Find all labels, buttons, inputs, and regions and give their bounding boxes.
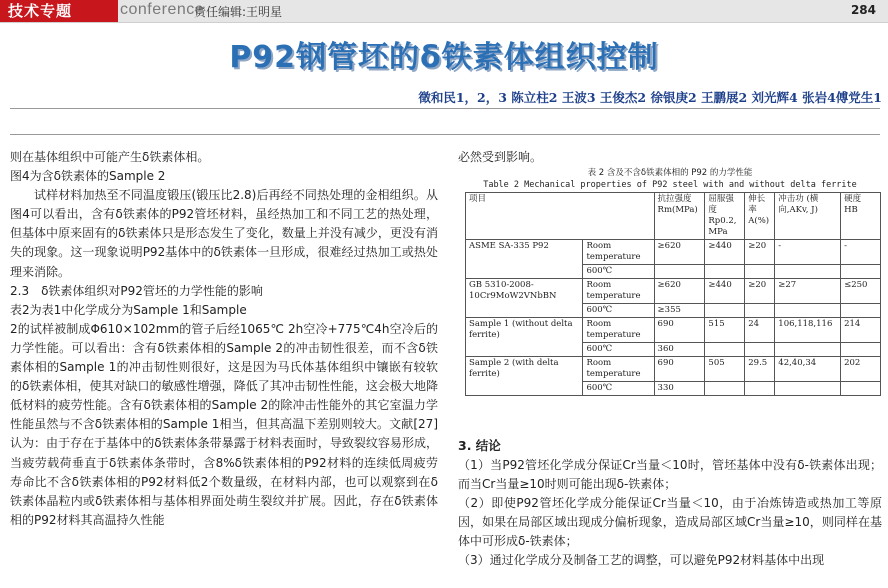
row-label: GB 5310-2008-10Cr9MoW2VNbBN [466, 279, 583, 318]
row-condition: 600℃ [583, 304, 654, 318]
cell-impact: 42,40,34 [775, 357, 841, 382]
conference-label: conference [120, 1, 205, 18]
paragraph: 则在基体组织中可能产生δ铁素体相。 [10, 150, 210, 164]
cell-yield: ≥440 [705, 279, 745, 304]
cell-hardness [841, 265, 881, 279]
table-row [466, 357, 881, 382]
cell-tensile [654, 265, 705, 279]
cell-yield [705, 304, 745, 318]
header-hardness: 硬度 HB [841, 193, 881, 240]
cell-elongation [745, 382, 775, 396]
table-row [466, 240, 881, 265]
cell-hardness: - [841, 240, 881, 265]
paragraph: 图4为含δ铁素体的Sample 2 [10, 169, 166, 184]
cell-yield: ≥440 [705, 240, 745, 265]
section-title: 3. 结论 [458, 438, 501, 453]
cell-yield: 515 [705, 318, 745, 343]
article-title: P92钢管坯的δ铁素体组织控制 [229, 40, 659, 75]
header-tensile: 抗拉强度 Rm(MPa) [654, 193, 705, 240]
page-number: 284 [850, 3, 876, 17]
paragraph: 2的试样被制成Φ610×102mm的管子后经1065℃ 2h空冷+775℃4h空冷后的力学性能。可以看出：含有δ铁素体相的Sample 2的冲击韧性很差，而不含δ铁素体相的Sample 1的冲击韧性则很好，这是因为马氏体基体组织中镶嵌有较软的δ铁素体相，使其对缺口的敏感性增强，降低了其冲击韧性性能，这会极大地降低材料的疲劳性能。含有δ铁素体相的Sample 2的除冲击性能外的其它室温力学性能虽然与不含δ铁素体相的Sample 1相当，但其高温下差别则较大。文献[27]认为：由于存在于基体中的δ铁素体条带暴露于材料表面时，导致裂纹容易形成，当疲劳载荷垂直于δ铁素体条带时，含8%δ铁素体相的P92材料的连续低周疲劳寿命比不含δ铁素体相的P92材料低2个数量级，在材料内部，也可以观察到在δ铁素体晶粒内或δ铁素体相与基体相界面处萌生裂纹并扩展。因此，存在δ铁素体相的P92材料其高温持久性能 [10, 321, 438, 527]
cell-elongation: ≥20 [745, 240, 775, 265]
cell-impact [775, 382, 841, 396]
header-yield: 屈服强度 Rp0.2, MPa [705, 193, 745, 240]
conclusion-item: （2）即使P92管坯化学成分能保证Cr当量＜10，由于冶炼铸造或热加工等原因，如果在局部区域出现成分偏析现象，造成局部区域Cr当量≥10，则同样在基体中可形成δ-铁素体； [458, 496, 882, 549]
cell-yield: 505 [705, 357, 745, 382]
cell-hardness: 214 [841, 318, 881, 343]
cell-elongation: 24 [745, 318, 775, 343]
right-column-lead [458, 148, 882, 167]
row-condition: Room temperature [583, 240, 654, 265]
cell-elongation [745, 343, 775, 357]
cell-hardness [841, 304, 881, 318]
conclusions [458, 456, 882, 571]
row-label: Sample 2 (with delta ferrite) [466, 357, 583, 396]
row-condition: Room temperature [583, 318, 654, 343]
paragraph: 试样材料加热至不同温度锻压(锻压比2.8)后再经不同热处理的金相组织。从图4可以看出，含有δ铁素体的P92管坯材料，虽经热加工和不同工艺的热处理，但基体中原来固有的δ铁素体只是形态发生了变化，数量上并没有减少，更没有消失的现象。这一现象说明P92基体中的δ铁素体一旦形成，很难经过热加工或热处理来消除。 [10, 188, 438, 279]
table-row [466, 279, 881, 304]
cell-tensile: ≥355 [654, 304, 705, 318]
table-caption-cn: 表 2 含及不含δ铁素体相的 P92 的力学性能 [587, 168, 753, 178]
cell-impact [775, 343, 841, 357]
conclusion-item: （1）当P92管坯化学成分保证Cr当量＜10时，管坯基体中没有δ-铁素体出现；而当Cr当量≥10时则可能出现δ-铁素体； [458, 458, 882, 492]
mechanical-properties-table [465, 192, 881, 396]
row-condition: 600℃ [583, 343, 654, 357]
cell-yield [705, 343, 745, 357]
table-caption-en: Table 2 Mechanical properties of P92 steel with and without delta ferrite [483, 180, 857, 190]
table-row [466, 318, 881, 343]
cell-elongation [745, 304, 775, 318]
author-list: 徵和民1，2，3 陈立柱2 王波3 王俊杰2 徐银庚2 王鹏展2 刘光辉4 张岩4傅党生1 [418, 90, 882, 105]
cell-impact: - [775, 240, 841, 265]
left-column [10, 148, 438, 530]
cell-tensile: 330 [654, 382, 705, 396]
paragraph: 必然受到影响。 [458, 150, 543, 164]
editor-credit: 责任编辑:王明星 [194, 5, 283, 19]
cell-elongation: 29.5 [745, 357, 775, 382]
subsection-title: 2.3 δ铁素体组织对P92管坯的力学性能的影响 [10, 283, 263, 298]
row-condition: Room temperature [583, 279, 654, 304]
cell-impact: ≥27 [775, 279, 841, 304]
cell-elongation: ≥20 [745, 279, 775, 304]
cell-hardness: 202 [841, 357, 881, 382]
divider-bottom [10, 134, 880, 135]
row-label: Sample 1 (without delta ferrite) [466, 318, 583, 357]
cell-hardness [841, 343, 881, 357]
header-bar [0, 0, 888, 23]
cell-tensile: 690 [654, 318, 705, 343]
cell-impact: 106,118,116 [775, 318, 841, 343]
section-tag: 技术专题 [0, 0, 118, 22]
paragraph: 表2为表1中化学成分为Sample 1和Sample [10, 302, 247, 317]
row-condition: 600℃ [583, 382, 654, 396]
cell-impact [775, 265, 841, 279]
cell-tensile: ≥620 [654, 279, 705, 304]
header-elongation: 伸长率 A(%) [745, 193, 775, 240]
cell-tensile: 360 [654, 343, 705, 357]
row-label: ASME SA-335 P92 [466, 240, 583, 279]
cell-yield [705, 382, 745, 396]
divider-top [10, 108, 880, 109]
cell-elongation [745, 265, 775, 279]
cell-yield [705, 265, 745, 279]
row-condition: 600℃ [583, 265, 654, 279]
header-impact: 冲击功 (横向,AKv, J) [775, 193, 841, 240]
header-item: 项目 [466, 193, 655, 240]
conclusion-item: （3）通过化学成分及制备工艺的调整，可以避免P92材料基体中出现 [458, 553, 825, 568]
row-condition: Room temperature [583, 357, 654, 382]
cell-impact [775, 304, 841, 318]
cell-tensile: 690 [654, 357, 705, 382]
table-header-row [466, 193, 881, 240]
cell-hardness: ≤250 [841, 279, 881, 304]
cell-tensile: ≥620 [654, 240, 705, 265]
cell-hardness [841, 382, 881, 396]
